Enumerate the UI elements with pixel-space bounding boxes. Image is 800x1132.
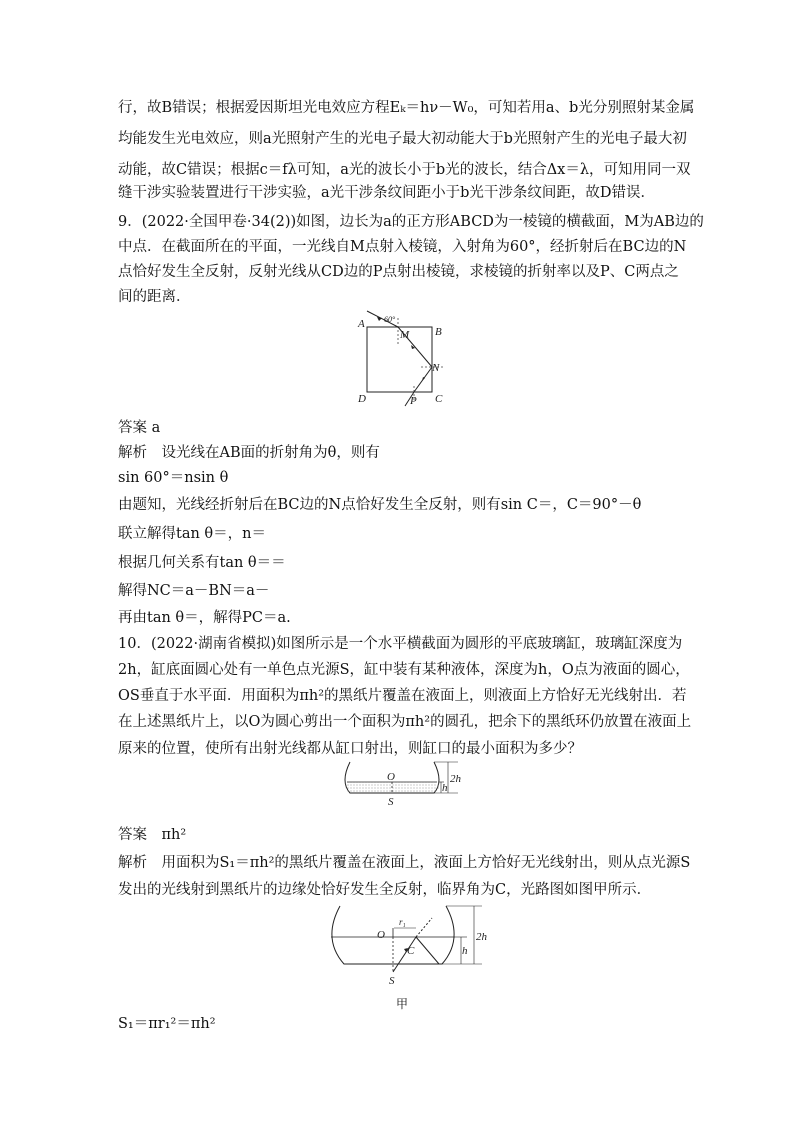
text-line: OS垂直于水平面．用面积为πh²的黑纸片覆盖在液面上，则液面上方恰好无光线射出．若 <box>118 688 687 704</box>
label-n: N <box>432 362 440 374</box>
text-line: 在上述黑纸片上，以O为圆心剪出一个面积为πh²的圆孔，把余下的黑纸环仍放置在液面上 <box>118 714 692 730</box>
label-a: A <box>358 318 365 330</box>
label-o: O <box>377 929 385 941</box>
text-line: 行，故B错误；根据爱因斯坦光电效应方程Eₖ＝hν－W₀，可知若用a、b光分别照射某金属 <box>118 100 695 116</box>
label-c: C <box>435 393 443 405</box>
text-line: 再由tan θ＝，解得PC＝a. <box>118 610 291 626</box>
label-o: O <box>387 771 395 783</box>
text-line: 答案 a <box>118 420 161 436</box>
label-2h: 2h <box>450 773 461 785</box>
text-line: 发出的光线射到黑纸片的边缘处恰好发生全反射，临界角为C，光路图如图甲所示． <box>118 882 652 898</box>
text-line: 均能发生光电效应，则a光照射产生的光电子最大初动能大于b光照射产生的光电子最大初 <box>118 131 687 147</box>
text-line: 10．(2022·湖南省模拟)如图所示是一个水平横截面为圆形的平底玻璃缸，玻璃缸深度为 <box>118 636 683 652</box>
text-line: 动能，故C错误；根据c＝fλ可知，a光的波长小于b光的波长，结合Δx＝λ，可知用同一双 <box>118 162 691 178</box>
tank-figure <box>338 760 468 822</box>
text-line: S₁＝πr₁²＝πh² <box>118 1016 216 1032</box>
label-b: B <box>435 326 442 338</box>
label-h: h <box>462 945 468 957</box>
light-path-figure <box>322 904 492 989</box>
label-c: C <box>407 945 415 957</box>
label-angle: 60° <box>384 315 396 324</box>
text-line: 由题知，光线经折射后在BC边的N点恰好发生全反射，则有sin C＝，C＝90°－θ <box>118 497 642 513</box>
text-line: 9．(2022·全国甲卷·34(2))如图，边长为a的正方形ABCD为一棱镜的横截面，M为AB边的 <box>118 214 704 230</box>
text-line: 间的距离． <box>118 289 191 305</box>
text-line: 联立解得tan θ＝，n＝ <box>118 526 266 542</box>
label-p: P <box>410 395 417 407</box>
text-line: 解得NC＝a－BN＝a－ <box>118 583 270 599</box>
text-line: 答案 πh² <box>118 827 187 843</box>
label-r1: r₁ <box>399 917 406 927</box>
text-line: 原来的位置，使所有出射光线都从缸口射出，则缸口的最小面积为多少？ <box>118 741 582 757</box>
text-line: 缝干涉实验装置进行干涉实验，a光干涉条纹间距小于b光干涉条纹间距，故D错误． <box>118 185 656 201</box>
text-line: 2h，缸底面圆心处有一单色点光源S，缸中装有某种液体，深度为h，O点为液面的圆心， <box>118 662 690 678</box>
text-line: 点恰好发生全反射，反射光线从CD边的P点射出棱镜，求棱镜的折射率以及P、C两点之 <box>118 264 679 280</box>
label-m: M <box>400 329 410 341</box>
prism-figure <box>355 308 450 408</box>
label-2h: 2h <box>476 931 487 943</box>
text-line: 中点．在截面所在的平面，一光线自M点射入棱镜，入射角为60°，经折射后在BC边的N <box>118 239 687 255</box>
text-line: 解析 设光线在AB面的折射角为θ，则有 <box>118 445 380 461</box>
figure-caption: 甲 <box>396 997 409 1011</box>
text-line: 解析 用面积为S₁＝πh²的黑纸片覆盖在液面上，液面上方恰好无光线射出，则从点光源S <box>118 855 691 871</box>
label-d: D <box>358 393 366 405</box>
text-line: sin 60°＝nsin θ <box>118 470 229 486</box>
label-s: S <box>389 975 395 987</box>
label-h: h <box>442 782 448 794</box>
text-line: 根据几何关系有tan θ＝＝ <box>118 555 286 571</box>
label-s: S <box>388 796 394 808</box>
